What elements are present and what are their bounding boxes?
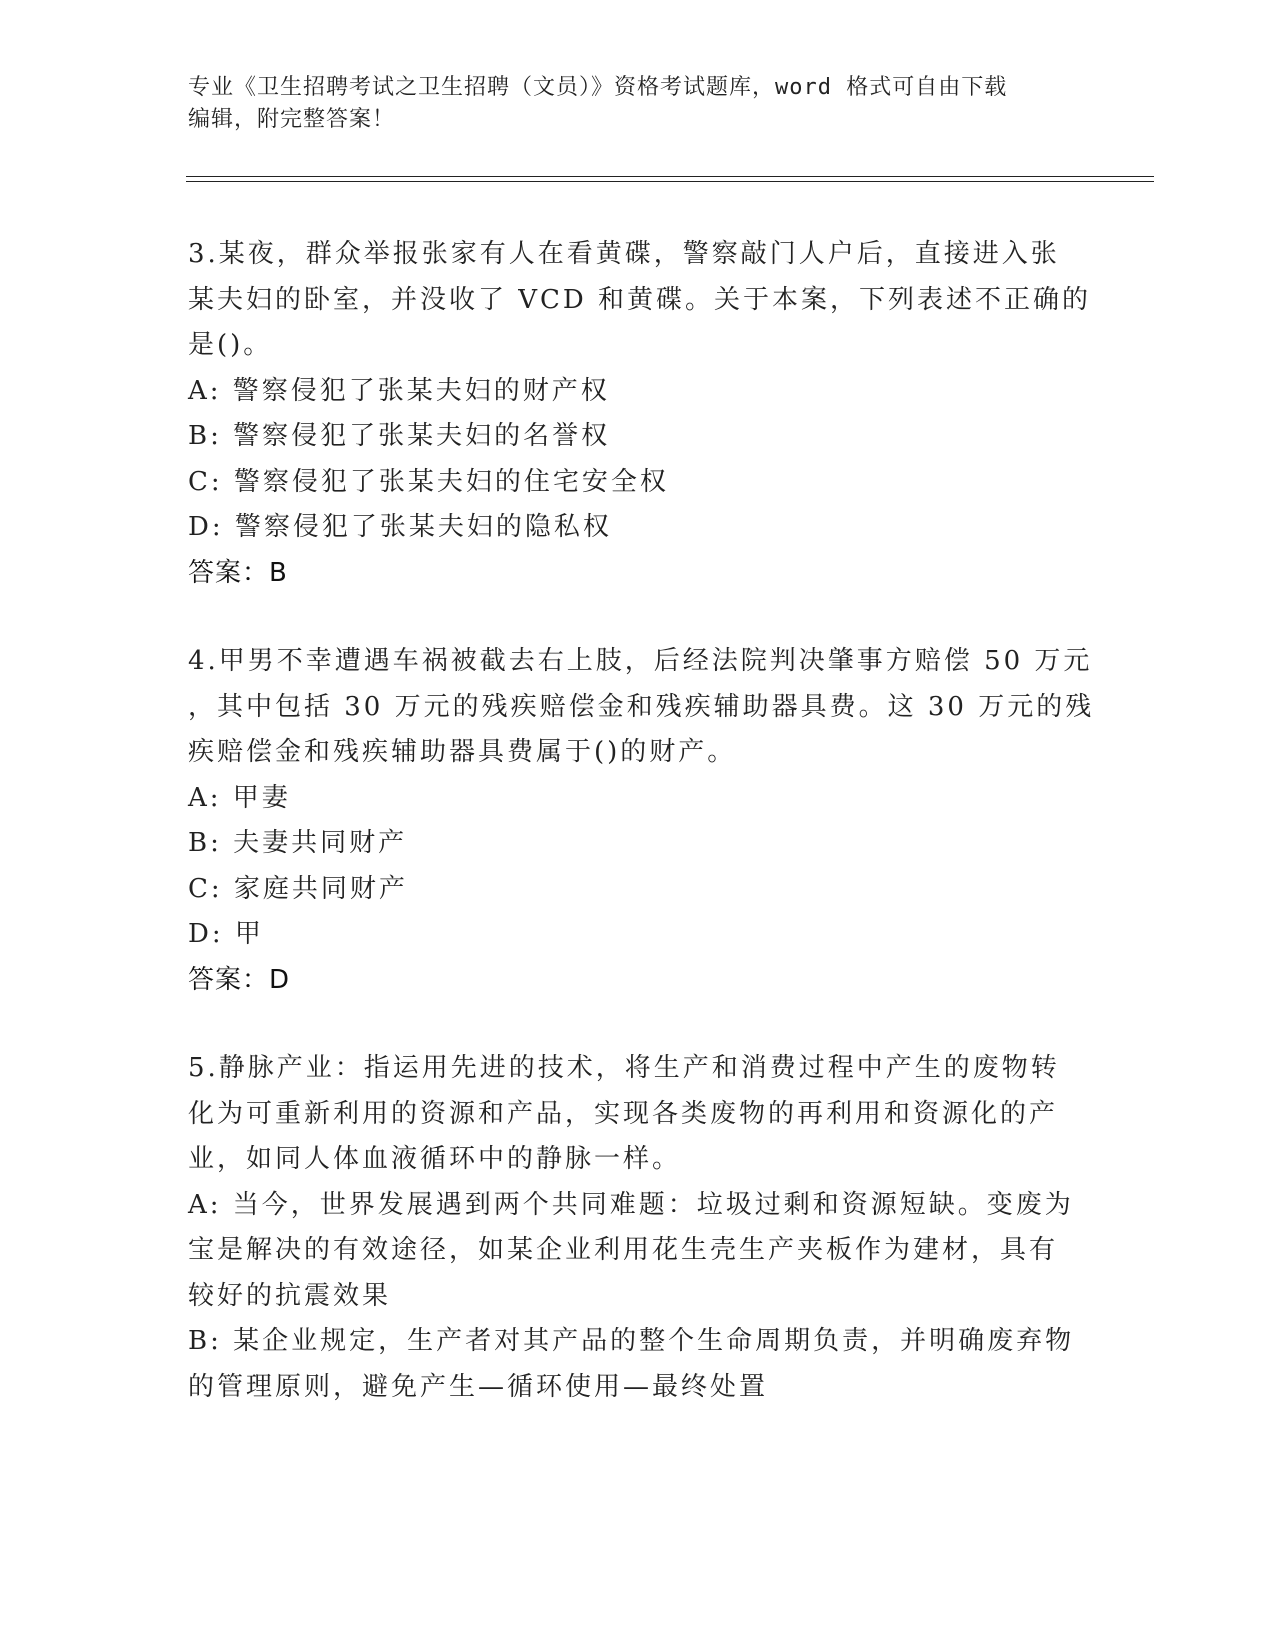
stem-line: 是()。 xyxy=(188,330,273,360)
option-c: C: 家庭共同财产 xyxy=(188,873,408,904)
question-stem xyxy=(188,232,1092,369)
answer-text: 答案：D xyxy=(188,964,291,995)
option-a-continued: 宝是解决的有效途径，如某企业利用花生壳生产夹板作为建材，具有 xyxy=(188,1235,1059,1265)
page-header xyxy=(188,72,1088,136)
option-d: D: 警察侵犯了张某夫妇的隐私权 xyxy=(188,512,612,542)
stem-line: 4.甲男不幸遭遇车祸被截去右上肢，后经法院判决肇事方赔偿 50 万元 xyxy=(188,646,1093,676)
option-b: B: 某企业规定，生产者对其产品的整个生命周期负责，并明确废弃物 xyxy=(188,1326,1075,1356)
option-b-continued: 的管理原则，避免产生—循环使用—最终处置 xyxy=(188,1371,769,1402)
question-list xyxy=(188,232,1095,1453)
option-b: B: 夫妻共同财产 xyxy=(188,828,408,858)
stem-line: 疾赔偿金和残疾辅助器具费属于()的财产。 xyxy=(188,737,737,767)
option-a: A: 警察侵犯了张某夫妇的财产权 xyxy=(188,375,610,406)
option-c: C: 警察侵犯了张某夫妇的住宅安全权 xyxy=(188,466,669,497)
stem-line: 3.某夜，群众举报张家有人在看黄碟，警察敲门人户后，直接进入张 xyxy=(188,239,1060,269)
header-divider xyxy=(186,176,1154,182)
header-line: 编辑，附完整答案！ xyxy=(188,107,396,132)
stem-line: ，其中包括 30 万元的残疾赔偿金和残疾辅助器具费。这 30 万元的残 xyxy=(188,691,1095,722)
question-3 xyxy=(188,232,1092,596)
question-5 xyxy=(188,1046,1088,1410)
stem-line: 某夫妇的卧室，并没收了 VCD 和黄碟。关于本案，下列表述不正确的 xyxy=(188,284,1092,315)
question-stem xyxy=(188,639,1095,776)
header-line: 专业《卫生招聘考试之卫生招聘（文员）》资格考试题库，word 格式可自由下载 xyxy=(188,75,1008,100)
question-4 xyxy=(188,639,1095,1003)
stem-line: 化为可重新利用的资源和产品，实现各类废物的再利用和资源化的产 xyxy=(188,1098,1059,1129)
option-b: B: 警察侵犯了张某夫妇的名誉权 xyxy=(188,421,611,451)
question-stem xyxy=(188,1046,1088,1183)
stem-line: 5.静脉产业：指运用先进的技术，将生产和消费过程中产生的废物转 xyxy=(188,1053,1060,1083)
stem-line: 业，如同人体血液循环中的静脉一样。 xyxy=(188,1144,682,1174)
option-a: A: 当今，世界发展遇到两个共同难题：垃圾过剩和资源短缺。变废为 xyxy=(188,1189,1074,1220)
option-a-continued: 较好的抗震效果 xyxy=(188,1280,392,1311)
option-a: A: 甲妻 xyxy=(188,782,291,813)
option-d: D: 甲 xyxy=(188,919,264,949)
answer-text: 答案：B xyxy=(188,557,288,588)
